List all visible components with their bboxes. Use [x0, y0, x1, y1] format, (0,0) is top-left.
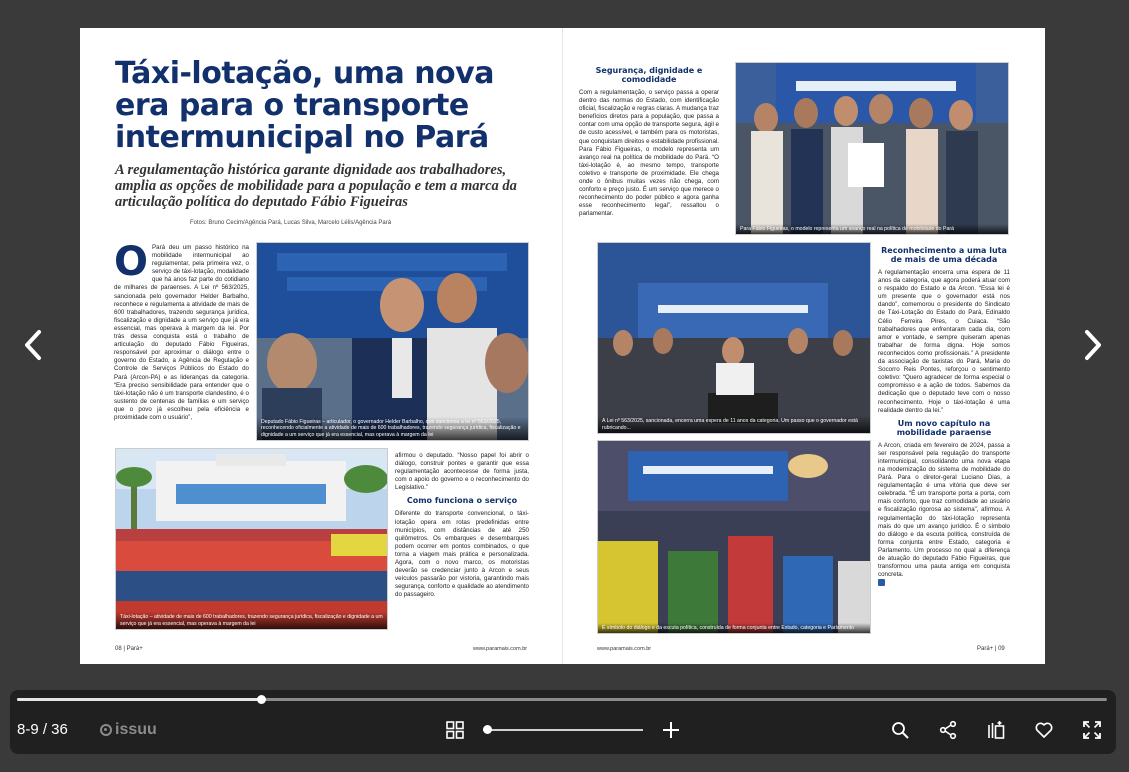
- search-button[interactable]: [890, 720, 910, 740]
- photo-taxi-drivers-group: [115, 448, 388, 630]
- like-button[interactable]: [1034, 720, 1054, 740]
- photo-crowd-celebration-image: [598, 441, 870, 633]
- photo-caption: Deputado Fábio Figueiras – articulador, o governador Helder Barbalho, que sancionou a lei nº 563/2025, reconhecendo oficialmente a atividade de mais de 600 trabalhadores, trazendo segurança jurídica, fiscalização e dignidade a um serviço que já era essencial, mas operava à margem da lei: [257, 417, 528, 441]
- issuu-mark-icon: [100, 724, 112, 736]
- grid-icon: [445, 720, 465, 740]
- photo-crowd-celebration: [597, 440, 871, 634]
- right-body-column-1: [579, 62, 719, 219]
- brand-name: issuu: [115, 721, 157, 738]
- share-icon: [938, 720, 958, 740]
- share-button[interactable]: [938, 720, 958, 740]
- left-col2-text-a: afirmou o deputado. “Nosso papel foi abrir o diálogo, construir pontes e garantir que essa regulamentação acontecesse de forma justa, com o apoio do governo e o reconhecimento do Legislativo.”: [395, 452, 529, 492]
- page-url: www.paramais.com.br: [473, 646, 528, 652]
- page-progress-slider[interactable]: [17, 698, 1107, 701]
- page-folio: Pará+ | 09: [977, 646, 1005, 652]
- add-to-stack-icon: [986, 720, 1006, 740]
- photo-deputy-speaking-image: [257, 243, 528, 440]
- photo-caption: Táxi-lotação – atividade de mais de 600 trabalhadores, trazendo segurança jurídica, fiscalização e dignidade a um serviço que já era essencial, mas operava à margem da lei: [116, 612, 387, 629]
- zoom-in-button[interactable]: [661, 720, 681, 740]
- drop-cap: O: [114, 239, 149, 285]
- right-col2-text-a: A regulamentação encerra uma espera de 11 anos da categoria, que agora poderá atuar com o respaldo do Estado e da Arcon. “Essa lei é um presente que o governador está nos dando”, comemorou o presidente do Sindicato de Táxi-Lotação do Estado do Pará, Edinaldo Célio Ferreira Pires, o Cuiaca. “São trabalhadores que enfrentaram cada dia, com amor e vontade, e sempre quiseram apenas trabalhar de forma digna. Hoje somos reconhecidos como profissionais.” A presidente da associação de taxistas do Pará, Maria do Socorro Reis Pontes, reforçou o sentimento coletivo: “Quero agradecer de forma especial o compromisso e a ação de todos. Sabemos da dedicação que o deputado teve com o nosso reconhecimento. Hoje o táxi-lotação é uma realidade dentro da lei.”: [878, 269, 1010, 414]
- article-deck: A regulamentação histórica garante dignidade aos trabalhadores, amplia as opções de mobilidade para a população e tem a marca da articulação política do deputado Fábio Figueiras: [115, 162, 517, 210]
- search-icon: [890, 720, 910, 740]
- section-subhead: Reconhecimento a uma luta de mais de uma década: [881, 246, 1007, 264]
- photo-caption: É símbolo do diálogo e da escuta política, construída de forma conjunta entre Estado, categoria e Parlamento: [598, 623, 870, 634]
- plus-icon: [661, 720, 681, 740]
- photo-governor-signing: [597, 242, 871, 434]
- zoom-slider[interactable]: [483, 729, 643, 731]
- end-mark-icon: [878, 579, 885, 586]
- progress-thumb[interactable]: [257, 695, 266, 704]
- photo-caption: Para Fábio Figueiras, o modelo representa um avanço real na política de mobilidade do Pará: [736, 224, 1008, 235]
- right-col2-text-b: A Arcon, criada em fevereiro de 2024, passa a ser responsável pela regulação do transporte intermunicipal, consolidando uma nova etapa na modernização do sistema de mobilidade do Pará. Para o diretor-geral Luciano Dias, a regulamentação é uma vitória que deve ser celebrada. “É um transporte porta a porta, com mais conforto, que traz comodidade ao usuário e fiscalização rigorosa ao sistema”, afirmou. A regulamentação do táxi-lotação representa mais do que um avanço jurídico. É o símbolo do diálogo e da escuta política, construída de forma conjunta entre Estado, categoria e Parlamento. Um processo no qual a diferença de atuação do deputado Fábio Figueiras, que transformou uma pauta antiga em conquista concreta.: [878, 441, 1010, 579]
- right-page: [563, 28, 1045, 664]
- section-subhead: Como funciona o serviço: [406, 496, 518, 506]
- section-subhead: Um novo capítulo na mobilidade paraense: [896, 418, 992, 437]
- page-folio: 08 | Pará+: [115, 646, 143, 652]
- page-indicator: 8-9 / 36: [17, 721, 68, 738]
- grid-view-button[interactable]: [445, 720, 465, 740]
- magazine-spread[interactable]: [80, 28, 1045, 664]
- right-col1-text: Com a regulamentação, o serviço passa a operar dentro das normas do Estado, com identificação oficial, fiscalização e regras claras. A mudança traz benefícios diretos para a população, que passa a contar com uma opção de transporte segura, ágil e de custo acessível, e também para os motoristas, que conquistam direitos e estabilidade profissional. Para Fábio Figueiras, o modelo representa um avanço real na política de mobilidade do Pará. “O táxi-lotação é, ao mesmo tempo, transporte coletivo e transporte de proximidade. Ele chega onde o ônibus muitas vezes não chega, com conforto e preço justo. É um serviço que merece o reconhecimento do poder público e agora ganha esse reconhecimento legal”, ressaltou o parlamentar.: [579, 89, 719, 218]
- heart-icon: [1034, 720, 1054, 740]
- issuu-logo[interactable]: [100, 720, 157, 740]
- right-body-column-2: [878, 242, 1010, 588]
- photo-taxi-drivers-group-image: [116, 449, 387, 629]
- add-to-stack-button[interactable]: [986, 720, 1006, 740]
- left-page: [80, 28, 562, 664]
- photo-deputy-speaking: [256, 242, 529, 441]
- reader-toolbar: [10, 690, 1116, 754]
- chevron-right-icon: [1078, 325, 1108, 365]
- fullscreen-icon: [1082, 720, 1102, 740]
- fullscreen-button[interactable]: [1082, 720, 1102, 740]
- chevron-left-icon: [18, 325, 48, 365]
- zoom-thumb[interactable]: [483, 725, 492, 734]
- left-body-column-1: [114, 239, 250, 422]
- left-body-column-2: [395, 452, 529, 600]
- photo-signing-ceremony-group: [735, 62, 1009, 235]
- photo-credit: Fotos: Bruno Cecim/Agência Pará, Lucas Silva, Marcelo Lélis/Agência Pará: [190, 220, 392, 226]
- next-page-button[interactable]: [1078, 325, 1108, 365]
- previous-page-button[interactable]: [18, 325, 48, 365]
- page-url: www.paramais.com.br: [597, 646, 652, 652]
- left-col1-text: Pará deu um passo histórico na mobilidade intermunicipal ao regulamentar, pela primeira vez, o serviço de táxi-lotação, modalidade que há anos faz parte do cotidiano de milhares de paraenses. A Lei nº 563/2025, sancionada pelo governador Helder Barbalho, reconhece e regulamenta a atividade de mais de 600 trabalhadores, trazendo segurança jurídica, fiscalização e dignidade a um serviço que já era essencial, mas operava à margem da lei. Por trás dessa conquista está o trabalho de articulação do deputado Fábio Figueiras, responsável por aproximar o diálogo entre o governo do Estado, a Agência de Regulação e Controle de Serviços Públicos do Estado do Pará (Arcon-PA) e as lideranças da categoria. “Era preciso sensibilidade para entender que o táxi-lotação não é um transporte clandestino, é o sustento de centenas de famílias e um serviço que o povo já escolheu pela eficiência e proximidade com o usuário”,: [114, 244, 250, 421]
- progress-fill: [17, 698, 261, 701]
- photo-governor-signing-image: [598, 243, 870, 433]
- section-subhead: Segurança, dignidade e comodidade: [595, 66, 703, 84]
- photo-caption: A Lei nº 563/2025, sancionada, encerra uma espera de 11 anos da categoria. Um passo que o governador está rubricando...: [598, 416, 870, 433]
- article-headline: Táxi-lotação, uma nova era para o transporte intermunicipal no Pará: [115, 56, 494, 155]
- left-col2-text-b: Diferente do transporte convencional, o táxi-lotação opera em rotas predefinidas entre municípios, com distâncias de até 250 quilômetros. Os embarques e desembarques podem ocorrer em pontos combinados, o que torna a viagem mais prática e personalizada. Agora, com o novo marco, os motoristas deverão se credenciar junto à Arcon e seus veículos passarão por vistoria, garantindo mais segurança, conforto e qualidade ao atendimento do passageiro.: [395, 510, 529, 599]
- photo-signing-ceremony-group-image: [736, 63, 1008, 234]
